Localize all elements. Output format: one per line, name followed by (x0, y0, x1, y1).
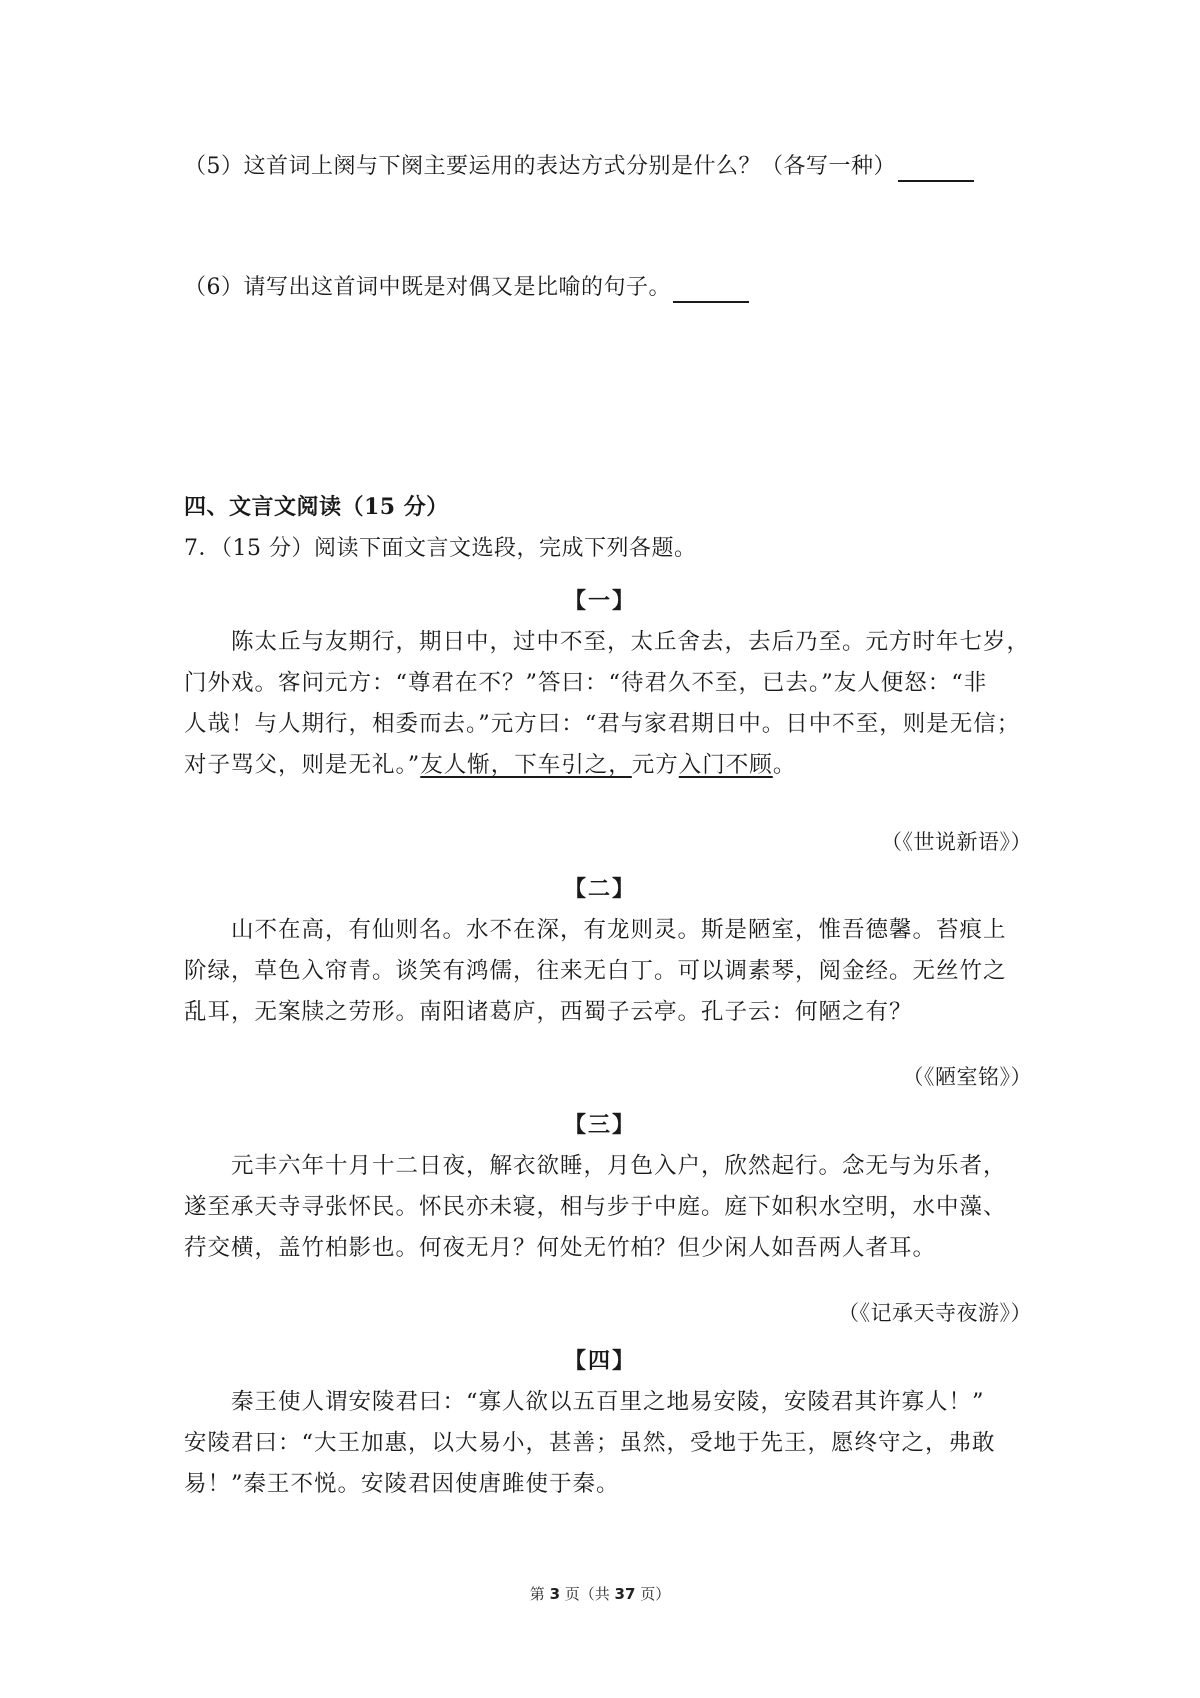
footer-middle: 页（共 (560, 1585, 615, 1603)
passage-2-heading: 【二】 (563, 876, 636, 902)
passage-line: 人哉！与人期行，相委而去。”元方曰：“君与家君期日中。日中不至，则是无信； (184, 711, 1021, 737)
footer-prefix: 第 (529, 1585, 550, 1603)
passage-line: 秦王使人谓安陵君曰：“寡人欲以五百里之地易安陵，安陵君其许寡人！” (231, 1389, 985, 1415)
question-7-intro: 7．（15 分）阅读下面文言文选段，完成下列各题。 (184, 536, 697, 561)
underlined-sentence-1: 友人惭，下车引之， (420, 752, 632, 778)
passage-line-last (184, 745, 1034, 786)
passage-line: 乱耳，无案牍之劳形。南阳诸葛庐，西蜀子云亭。孔子云：何陋之有？ (184, 999, 913, 1025)
footer-suffix: 页） (635, 1585, 671, 1603)
question-6 (184, 273, 749, 303)
passage-1-source: （《世说新语》） (881, 830, 1032, 854)
line-text: 。 (772, 752, 797, 778)
passage-line: 门外戏。客问元方：“尊君在不？”答曰：“待君久不至，已去。”友人便怒：“非 (184, 670, 988, 696)
passage-3-source: （《记承天寺夜游》） (838, 1301, 1032, 1325)
passage-line: 安陵君曰：“大王加惠，以大易小，甚善；虽然，受地于先王，愿终守之，弗敢 (184, 1430, 996, 1456)
section-title: 四、文言文阅读（15 分） (184, 494, 449, 520)
page-footer (0, 1583, 1200, 1604)
passage-1-heading: 【一】 (563, 588, 636, 614)
passage-line: 山不在高，有仙则名。水不在深，有龙则灵。斯是陋室，惟吾德馨。苔痕上 (231, 917, 1007, 943)
passage-line: 陈太丘与友期行，期日中，过中不至，太丘舍去，去后乃至。元方时年七岁， (231, 629, 1031, 655)
question-5-text: （5）这首词上阕与下阕主要运用的表达方式分别是什么？（各写一种） (184, 154, 896, 179)
passage-line: 易！”秦王不悦。安陵君因使唐雎使于秦。 (184, 1471, 620, 1497)
passage-line: 遂至承天寺寻张怀民。怀民亦未寝，相与步于中庭。庭下如积水空明，水中藻、 (184, 1194, 1007, 1220)
passage-3-body (184, 1146, 1034, 1269)
question-6-text: （6）请写出这首词中既是对偶又是比喻的句子。 (184, 275, 671, 300)
passage-line: 阶绿，草色入帘青。谈笑有鸿儒，往来无白丁。可以调素琴，阅金经。无丝竹之 (184, 958, 1007, 984)
answer-blank-q6[interactable] (673, 277, 749, 303)
passage-line: 荇交横，盖竹柏影也。何夜无月？何处无竹柏？但少闲人如吾两人者耳。 (184, 1235, 937, 1261)
underlined-sentence-2: 入门不顾 (678, 752, 773, 778)
passage-2-body (184, 910, 1034, 1033)
answer-blank-q5[interactable] (898, 156, 974, 182)
line-text: 对子骂父，则是无礼。” (184, 752, 421, 778)
passage-4-body (184, 1382, 1034, 1505)
passage-3-heading: 【三】 (563, 1112, 636, 1138)
question-5 (184, 152, 974, 182)
line-text: 元方 (631, 752, 679, 778)
footer-total-pages: 37 (614, 1585, 636, 1603)
passage-1-body (184, 622, 1034, 786)
passage-2-source: （《陋室铭》） (902, 1065, 1032, 1089)
passage-line: 元丰六年十月十二日夜，解衣欲睡，月色入户，欣然起行。念无与为乐者， (231, 1153, 1007, 1179)
footer-page-number: 3 (549, 1585, 560, 1603)
passage-4-heading: 【四】 (563, 1348, 636, 1374)
